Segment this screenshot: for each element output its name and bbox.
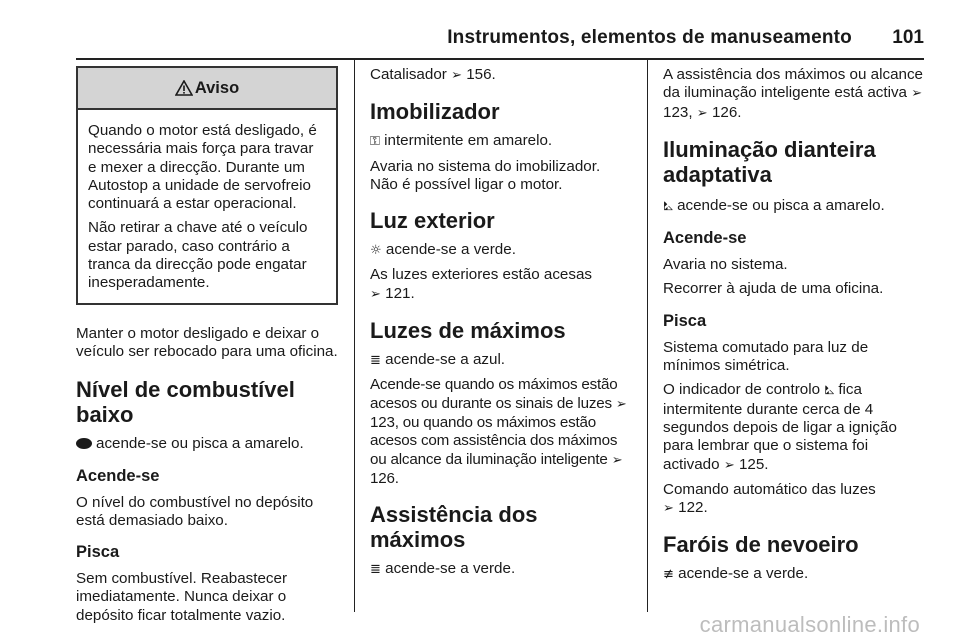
exterior-light-icon: ☼ xyxy=(370,243,382,259)
assist-intro-text: A assistência dos máximos ou alcance da iluminação inteligente está activa ➢ 123, ➢ 126. xyxy=(663,66,924,121)
header-title: Instrumentos, elementos de manuseamento xyxy=(447,27,852,48)
immobiliser-icon: ⚿ xyxy=(370,134,380,150)
adaptive-light-icon: ⛡ xyxy=(824,383,835,399)
fog-light-icon: ≢ xyxy=(663,567,674,583)
watermark: carmanualsonline.info xyxy=(699,612,920,637)
adaptive-sub2-p2: O indicador de controlo ⛡ fica intermitente durante cerca de 4 segundos depois de ligar a ignição para lembrar que o sistema foi activado ➢ 125. xyxy=(663,381,897,473)
column-1 xyxy=(76,60,338,625)
arrow-reference-icon: ➢ xyxy=(663,501,674,517)
heading-high-beam: Luzes de máximos xyxy=(370,318,566,344)
arrow-reference-icon: ➢ xyxy=(696,105,708,121)
fuel-low-icon xyxy=(76,438,92,449)
column-divider xyxy=(354,60,355,612)
high-beam-icon: ≣ xyxy=(370,353,381,369)
arrow-reference-icon: ➢ xyxy=(615,396,627,412)
heading-fog-lights: Faróis de nevoeiro xyxy=(663,532,859,558)
warning-box xyxy=(76,66,338,305)
subheading-lights: Acende-se xyxy=(76,466,160,485)
arrow-reference-icon: ➢ xyxy=(451,68,462,83)
fuel-lamp-text: acende-se ou pisca a amarelo. xyxy=(76,435,338,453)
heading-beam-assist: Assistência dos máximos xyxy=(370,502,538,553)
heading-immobiliser: Imobilizador xyxy=(370,99,500,125)
exterior-lamp-text: ☼ acende-se a verde. xyxy=(370,241,516,259)
arrow-reference-icon: ➢ xyxy=(611,452,623,468)
fog-lamp-text: ≢ acende-se a verde. xyxy=(663,565,809,583)
immobiliser-text: Avaria no sistema do imobilizador. Não é possível ligar o motor. xyxy=(370,157,601,193)
adaptive-light-icon: ⛡ xyxy=(663,198,673,214)
heading-exterior-light: Luz exterior xyxy=(370,208,495,234)
warning-header xyxy=(78,68,336,110)
column-divider xyxy=(647,60,648,612)
high-beam-assist-icon: ≣ xyxy=(370,562,381,578)
tow-paragraph: Manter o motor desligado e deixar o veículo ser rebocado para uma oficina. xyxy=(76,324,338,360)
high-beam-text: Acende-se quando os máximos estão acesos ou durante os sinais de luzes ➢ 123, ou quando os máximos estão acesos com assistência dos máximos ou alcance da iluminação inteligente ➢ 126. xyxy=(370,376,627,487)
catalyst-line: Catalisador ➢ 156. xyxy=(370,66,496,83)
exterior-text: As luzes exteriores estão acesas ➢ 121. xyxy=(370,266,593,302)
arrow-reference-icon: ➢ xyxy=(723,457,735,473)
warning-paragraph: Quando o motor está desligado, é necessária mais força para travar e mexer a direcção. Durante um Autostop a unidade de servofreio continuará a estar operacional. xyxy=(88,122,317,213)
fuel-sub2-text: Sem combustível. Reabastecer imediatamente. Nunca deixar o depósito ficar totalmente vazio. xyxy=(76,570,288,624)
fuel-sub1-text: O nível do combustível no depósito está demasiado baixo. xyxy=(76,493,314,529)
subheading-lights: Acende-se xyxy=(663,229,747,248)
column-2 xyxy=(370,60,632,579)
beam-assist-lamp-text: ≣ acende-se a verde. xyxy=(370,560,516,578)
adaptive-sub1-p1: Avaria no sistema. xyxy=(663,256,788,274)
arrow-reference-icon: ➢ xyxy=(370,286,381,302)
column-3 xyxy=(663,60,928,585)
subheading-flashes: Pisca xyxy=(663,311,707,330)
adaptive-lamp-text: ⛡ acende-se ou pisca a amarelo. xyxy=(663,196,885,214)
subheading-flashes: Pisca xyxy=(76,543,120,562)
high-beam-lamp-text: ≣ acende-se a azul. xyxy=(370,351,506,369)
page-header xyxy=(0,0,960,60)
arrow-reference-icon: ➢ xyxy=(911,86,923,102)
adaptive-sub2-p3: Comando automático das luzes ➢ 122. xyxy=(663,480,876,517)
immobiliser-lamp-text: ⚿ intermitente em amarelo. xyxy=(370,132,553,150)
heading-fuel-low: Nível de combustível baixo xyxy=(76,377,295,428)
adaptive-sub2-p1: Sistema comutado para luz de mínimos simétrica. xyxy=(663,338,869,375)
warning-paragraph: Não retirar a chave até o veículo estar parado, caso contrário a tranca da direcção pode engatar inesperadamente. xyxy=(88,219,308,292)
warning-triangle-icon xyxy=(175,80,193,96)
adaptive-sub1-p2: Recorrer à ajuda de uma oficina. xyxy=(663,280,884,298)
page-number: 101 xyxy=(892,27,924,48)
heading-adaptive-light: Iluminação dianteira adaptativa xyxy=(663,136,876,187)
warning-title: Aviso xyxy=(194,78,240,97)
